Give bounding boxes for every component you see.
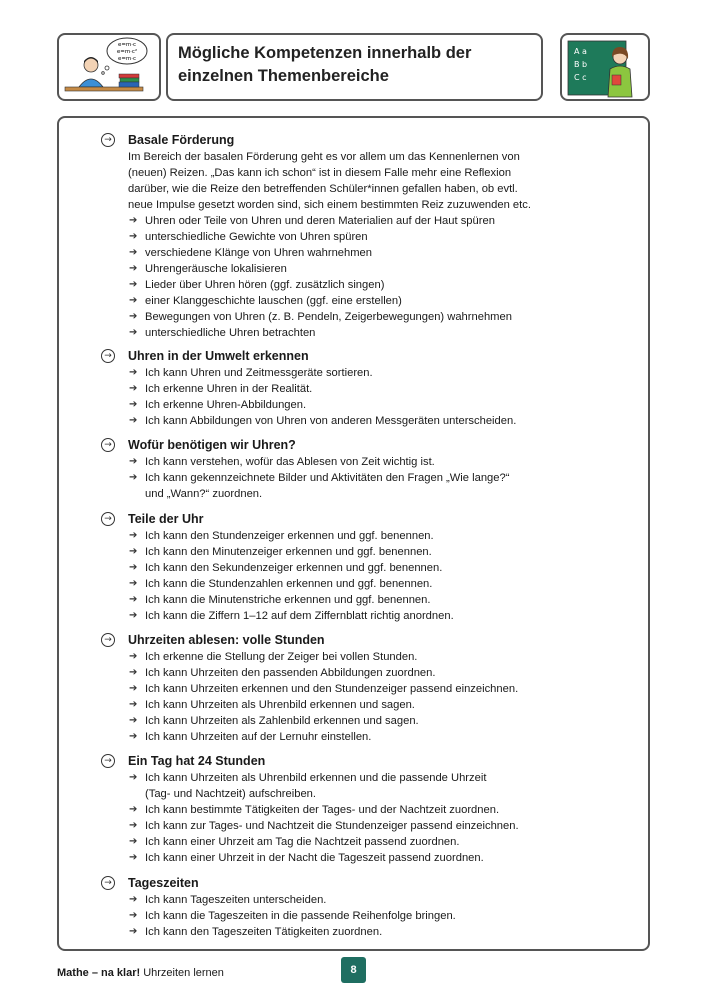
list-item-text: Ich erkenne Uhren in der Realität.: [145, 383, 313, 395]
list-item-text: Ich kann Uhrzeiten als Uhrenbild erkennen und sagen.: [145, 699, 415, 711]
list-item: [128, 713, 620, 729]
footer-series: [57, 967, 224, 979]
teacher-board-icon: [560, 33, 650, 101]
section: [100, 510, 620, 624]
arrow-bullet-icon: ➔: [129, 530, 138, 541]
list-item: [128, 528, 620, 544]
list-item: [128, 365, 620, 381]
list-item-text: verschiedene Klänge von Uhren wahrnehmen: [145, 247, 373, 259]
list-item: [128, 381, 620, 397]
section-title: Wofür benötigen wir Uhren?: [128, 438, 296, 452]
section-title: Tageszeiten: [128, 876, 199, 890]
arrow-bullet-icon: ➔: [129, 263, 138, 274]
list-item: [128, 229, 620, 245]
arrow-bullet-icon: ➔: [129, 836, 138, 847]
list-item: [128, 560, 620, 576]
section: [100, 347, 620, 429]
list-item-text: Ich kann die Ziffern 1–12 auf dem Ziffernblatt richtig anordnen.: [145, 610, 454, 622]
list-item: [128, 729, 620, 745]
list-item: [128, 908, 620, 924]
list-item-text: Ich erkenne die Stellung der Zeiger bei vollen Stunden.: [145, 651, 418, 663]
list-item-text: Ich kann Uhrzeiten den passenden Abbildungen zuordnen.: [145, 667, 436, 679]
arrow-bullet-icon: ➔: [129, 731, 138, 742]
list-item: [128, 608, 620, 624]
header-title-box: [166, 33, 543, 101]
section: [100, 752, 620, 866]
list-item: [128, 802, 620, 818]
section-header: [100, 131, 620, 149]
thought-line-1: e=m·c: [117, 42, 137, 48]
circled-arrow-icon: →: [101, 754, 115, 768]
footer-brand: Mathe – na klar!: [57, 967, 141, 979]
list-item-text: Ich kann Uhrzeiten erkennen und den Stundenzeiger passend einzeichnen.: [145, 683, 519, 695]
list-item-text: Ich kann verstehen, wofür das Ablesen von Zeit wichtig ist.: [145, 456, 435, 468]
arrow-bullet-icon: ➔: [129, 894, 138, 905]
circled-arrow-icon: →: [101, 438, 115, 452]
list-item: [128, 592, 620, 608]
list-item: [128, 213, 620, 229]
board-line-2: B b: [574, 60, 588, 69]
list-item-text: unterschiedliche Gewichte von Uhren spüren: [145, 231, 368, 243]
list-item-text: Ich kann den Sekundenzeiger erkennen und ggf. benennen.: [145, 562, 443, 574]
list-item-text: Ich kann gekennzeichnete Bilder und Aktivitäten den Fragen „Wie lange?“: [145, 472, 510, 484]
list-item: [128, 834, 620, 850]
list-item: [128, 454, 620, 470]
arrow-bullet-icon: ➔: [129, 610, 138, 621]
board-line-3: C c: [574, 73, 587, 82]
list-item-text: und „Wann?“ zuordnen.: [145, 488, 263, 500]
circled-arrow-icon: →: [101, 133, 115, 147]
section-header: [100, 752, 620, 770]
arrow-bullet-icon: ➔: [129, 772, 138, 783]
arrow-bullet-icon: ➔: [129, 231, 138, 242]
section-intro-line: neue Impulse gesetzt worden sind, sich einem bestimmten Reiz zuzuwenden etc.: [128, 199, 531, 211]
circled-arrow-icon: →: [101, 633, 115, 647]
arrow-bullet-icon: ➔: [129, 415, 138, 426]
circled-arrow-icon: →: [101, 876, 115, 890]
section: [100, 631, 620, 745]
thought-line-3: e=m·c: [117, 56, 137, 62]
arrow-bullet-icon: ➔: [129, 651, 138, 662]
list-item: [128, 770, 620, 802]
arrow-bullet-icon: ➔: [129, 562, 138, 573]
list-item: [128, 397, 620, 413]
thought-line-2: e=m·c²: [116, 49, 138, 55]
section-header: [100, 631, 620, 649]
student-thinking-icon: [57, 33, 161, 101]
arrow-bullet-icon: ➔: [129, 910, 138, 921]
section: [100, 436, 620, 502]
list-item: [128, 277, 620, 293]
section-header: [100, 874, 620, 892]
arrow-bullet-icon: ➔: [129, 578, 138, 589]
list-item-text: Lieder über Uhren hören (ggf. zusätzlich singen): [145, 279, 385, 291]
circled-arrow-icon: →: [101, 349, 115, 363]
section-title: Uhren in der Umwelt erkennen: [128, 349, 309, 363]
arrow-bullet-icon: ➔: [129, 383, 138, 394]
competency-list: [100, 365, 620, 429]
list-item-text: Ich kann bestimmte Tätigkeiten der Tages- und der Nachtzeit zuordnen.: [145, 804, 500, 816]
list-item-text: Ich kann Uhrzeiten auf der Lernuhr einstellen.: [145, 731, 372, 743]
arrow-bullet-icon: ➔: [129, 852, 138, 863]
arrow-bullet-icon: ➔: [129, 667, 138, 678]
list-item-text: (Tag- und Nachtzeit) aufschreiben.: [145, 788, 317, 800]
list-item: [128, 325, 620, 341]
list-item-text: Ich kann Uhrzeiten als Uhrenbild erkennen und die passende Uhrzeit: [145, 772, 487, 784]
section-header: [100, 436, 620, 454]
list-item: [128, 413, 620, 429]
arrow-bullet-icon: ➔: [129, 699, 138, 710]
circled-arrow-icon: →: [101, 512, 115, 526]
list-item-text: Ich kann einer Uhrzeit in der Nacht die Tageszeit passend zuordnen.: [145, 852, 484, 864]
list-item-text: Ich kann Uhrzeiten als Zahlenbild erkennen und sagen.: [145, 715, 419, 727]
list-item: [128, 309, 620, 325]
arrow-bullet-icon: ➔: [129, 247, 138, 258]
list-item-text: Bewegungen von Uhren (z. B. Pendeln, Zeigerbewegungen) wahrnehmen: [145, 311, 512, 323]
arrow-bullet-icon: ➔: [129, 683, 138, 694]
arrow-bullet-icon: ➔: [129, 546, 138, 557]
section-title: Basale Förderung: [128, 133, 235, 147]
list-item-text: Ich kann die Tageszeiten in die passende Reihenfolge bringen.: [145, 910, 456, 922]
list-item-text: Ich kann den Stundenzeiger erkennen und ggf. benennen.: [145, 530, 434, 542]
list-item: [128, 924, 620, 940]
competency-list: [100, 528, 620, 624]
list-item-text: Uhren oder Teile von Uhren und deren Materialien auf der Haut spüren: [145, 215, 495, 227]
competency-list: [100, 213, 620, 341]
list-item: [128, 293, 620, 309]
list-item: [128, 649, 620, 665]
list-item: [128, 245, 620, 261]
arrow-bullet-icon: ➔: [129, 367, 138, 378]
arrow-bullet-icon: ➔: [129, 279, 138, 290]
competency-list: [100, 454, 620, 502]
arrow-bullet-icon: ➔: [129, 311, 138, 322]
section-title: Uhrzeiten ablesen: volle Stunden: [128, 633, 325, 647]
list-item-text: Ich kann den Minutenzeiger erkennen und ggf. benennen.: [145, 546, 432, 558]
page-title: Mögliche Kompetenzen innerhalb der einzelnen Themenbereiche: [178, 44, 472, 85]
footer-subtitle: Uhrzeiten lernen: [143, 967, 224, 979]
competency-list: [100, 649, 620, 745]
arrow-bullet-icon: ➔: [129, 804, 138, 815]
arrow-bullet-icon: ➔: [129, 820, 138, 831]
list-item-text: Ich kann Uhren und Zeitmessgeräte sortieren.: [145, 367, 373, 379]
list-item-text: einer Klanggeschichte lauschen (ggf. eine erstellen): [145, 295, 402, 307]
list-item-text: Ich kann die Minutenstriche erkennen und ggf. benennen.: [145, 594, 431, 606]
arrow-bullet-icon: ➔: [129, 715, 138, 726]
list-item: [128, 818, 620, 834]
list-item: [128, 665, 620, 681]
list-item: [128, 892, 620, 908]
competency-list: [100, 770, 620, 866]
arrow-bullet-icon: ➔: [129, 472, 138, 483]
section-header: [100, 510, 620, 528]
list-item: [128, 576, 620, 592]
list-item: [128, 544, 620, 560]
list-item-text: Ich kann zur Tages- und Nachtzeit die Stundenzeiger passend einzeichnen.: [145, 820, 519, 832]
section: [100, 874, 620, 940]
list-item-text: Ich erkenne Uhren-Abbildungen.: [145, 399, 307, 411]
section-intro-line: (neuen) Reizen. „Das kann ich schon“ ist in diesem Falle mehr eine Reflexion: [128, 167, 512, 179]
page-number: 8: [341, 957, 366, 983]
list-item: [128, 261, 620, 277]
section: [100, 131, 620, 341]
list-item-text: unterschiedliche Uhren betrachten: [145, 327, 316, 339]
section-title: Ein Tag hat 24 Stunden: [128, 754, 266, 768]
list-item-text: Ich kann die Stundenzahlen erkennen und ggf. benennen.: [145, 578, 433, 590]
arrow-bullet-icon: ➔: [129, 295, 138, 306]
arrow-bullet-icon: ➔: [129, 215, 138, 226]
list-item: [128, 470, 620, 502]
section-header: [100, 347, 620, 365]
arrow-bullet-icon: ➔: [129, 926, 138, 937]
section-title: Teile der Uhr: [128, 512, 204, 526]
list-item-text: Ich kann einer Uhrzeit am Tag die Nachtzeit passend zuordnen.: [145, 836, 460, 848]
competency-list: [100, 892, 620, 940]
arrow-bullet-icon: ➔: [129, 327, 138, 338]
list-item-text: Ich kann Tageszeiten unterscheiden.: [145, 894, 327, 906]
list-item: [128, 681, 620, 697]
arrow-bullet-icon: ➔: [129, 594, 138, 605]
section-intro-line: darüber, wie die Reize den betreffenden Schüler*innen gefallen haben, ob evtl.: [128, 183, 518, 195]
list-item-text: Ich kann den Tageszeiten Tätigkeiten zuordnen.: [145, 926, 383, 938]
list-item-text: Uhrengeräusche lokalisieren: [145, 263, 287, 275]
arrow-bullet-icon: ➔: [129, 456, 138, 467]
board-line-1: A a: [574, 47, 587, 56]
list-item: [128, 697, 620, 713]
section-intro-line: Im Bereich der basalen Förderung geht es vor allem um das Kennenlernen von: [128, 151, 520, 163]
list-item-text: Ich kann Abbildungen von Uhren von anderen Messgeräten unterscheiden.: [145, 415, 517, 427]
arrow-bullet-icon: ➔: [129, 399, 138, 410]
list-item: [128, 850, 620, 866]
